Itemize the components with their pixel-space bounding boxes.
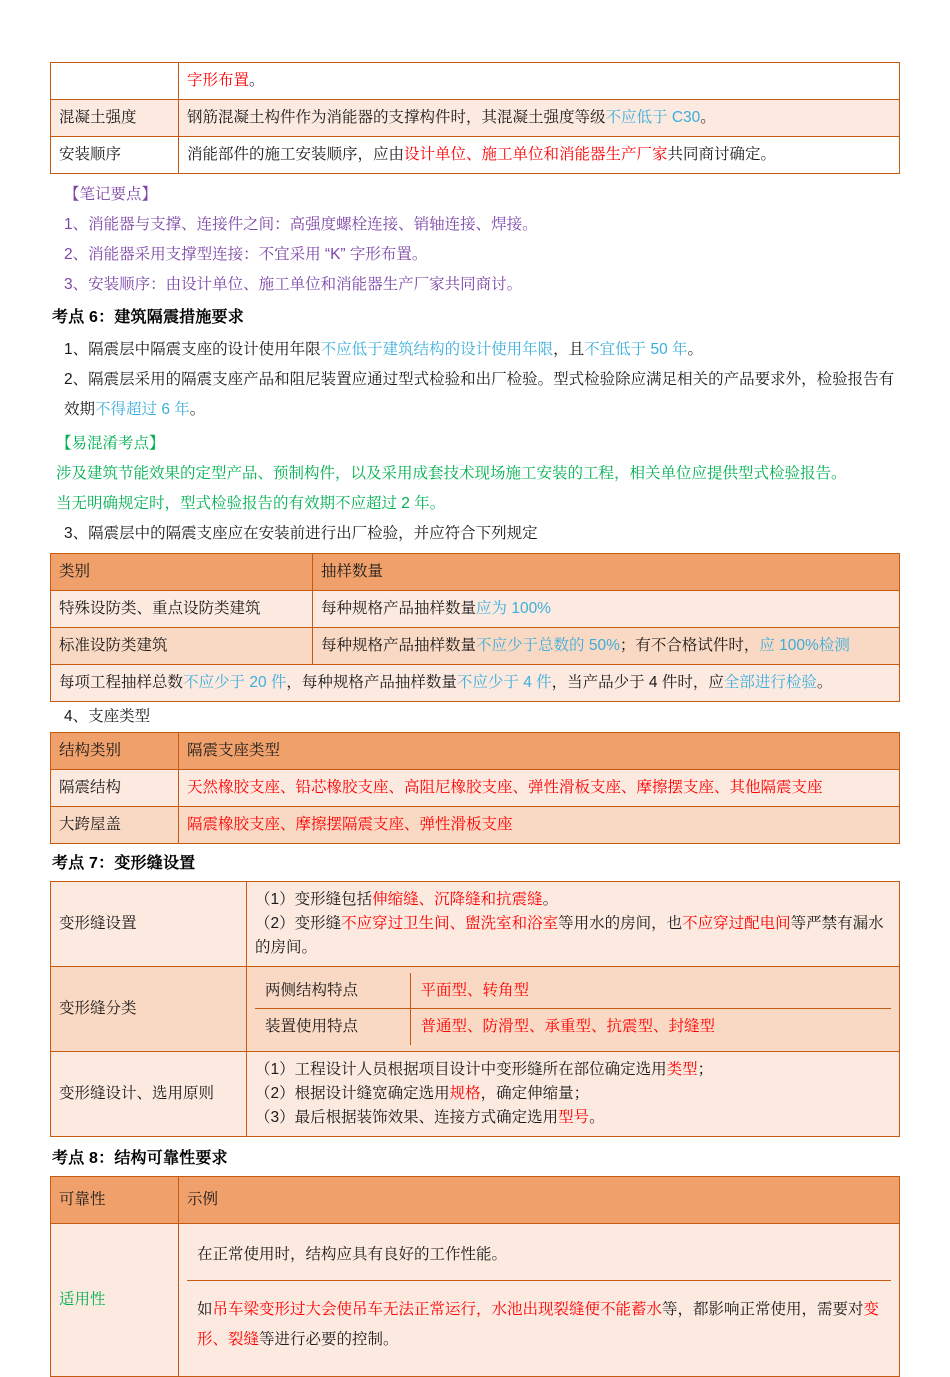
- col-header-structure: 结构类别: [51, 733, 179, 770]
- plain-text: ，且: [553, 341, 585, 359]
- plain-text: 。: [687, 341, 704, 359]
- row-label: 混凝土强度: [51, 100, 179, 137]
- row-content: [247, 882, 900, 967]
- nested-value: 平面型、转角型: [410, 973, 891, 1009]
- row-value: 隔震橡胶支座、摩擦摆隔震支座、弹性滑板支座: [179, 807, 900, 844]
- highlight-blue: 全部进行检验: [723, 674, 817, 692]
- plain-text: 等用水的房间，也: [558, 915, 683, 933]
- plain-text: （3）最后根据装饰效果、连接方式确定选用: [255, 1108, 559, 1126]
- table-body: [51, 63, 900, 174]
- plain-text: ，确定伸缩量；: [480, 1084, 590, 1102]
- confusion-line: 当无明确规定时，型式检验报告的有效期不应超过 2 年。: [56, 495, 446, 513]
- nested-key: 装置使用特点: [255, 1009, 410, 1045]
- table-body: [51, 733, 900, 844]
- footer-note: [51, 665, 900, 702]
- col-header-bearing-type: 隔震支座类型: [179, 733, 900, 770]
- highlight-red: 不应穿过卫生间、盥洗室和浴室: [341, 915, 559, 933]
- plain-text: 等进行必要的控制。: [259, 1331, 399, 1349]
- table-row: [51, 967, 900, 1052]
- kaodian6-item-1: [50, 335, 900, 365]
- table-row: [51, 63, 900, 100]
- highlight-red: 吊车梁变形过大会使吊车无法正常运行，水池出现裂缝便不能蓄水: [212, 1301, 663, 1319]
- table-row: [51, 882, 900, 967]
- row-content: [179, 100, 900, 137]
- plain-text: 。: [189, 401, 206, 419]
- row-content: [179, 63, 900, 100]
- plain-text: （1）变形缝包括: [255, 891, 373, 909]
- col-header-category: 类别: [51, 554, 313, 591]
- 结构可靠性-table: [50, 1176, 900, 1377]
- highlight-blue: 不应低于建筑结构的设计使用年限: [320, 341, 554, 359]
- table-row: [51, 1223, 900, 1376]
- kaodian6-item-2: [50, 365, 900, 425]
- highlight-red: 规格: [449, 1084, 481, 1102]
- 示例-sub-table: [187, 1230, 891, 1370]
- highlight-red: 类型: [666, 1060, 698, 1078]
- plain-text: ，当产品少于 4 件时，应: [551, 674, 724, 692]
- sub-table-row: [187, 1230, 891, 1281]
- plain-text: （1）工程设计人员根据项目设计中变形缝所在部位确定选用: [255, 1060, 667, 1078]
- table-header-row: [51, 733, 900, 770]
- example-line: [187, 1281, 891, 1370]
- col-header-example: 示例: [179, 1176, 900, 1223]
- content-line: [255, 1058, 891, 1082]
- row-quantity: [313, 628, 900, 665]
- plain-text: 如: [197, 1301, 213, 1319]
- confusion-title: 【易混淆考点】: [56, 435, 165, 453]
- plain-text: 等，都影响正常使用，需要对: [662, 1301, 864, 1319]
- highlight-blue: 应 100%检测: [759, 637, 850, 655]
- row-content: [179, 137, 900, 174]
- row-category: 隔震结构: [51, 770, 179, 807]
- confusion-line: 涉及建筑节能效果的定型产品、预制构件，以及采用成套技术现场施工安装的工程，相关单位应提供型式检验报告。: [56, 465, 847, 483]
- plain-text: 每种规格产品抽样数量: [321, 637, 477, 655]
- plain-text: 1、隔震层中隔震支座的设计使用年限: [64, 341, 321, 359]
- sub-table-body: [187, 1230, 891, 1370]
- table-header-row: [51, 554, 900, 591]
- row-quantity: [313, 591, 900, 628]
- section-heading-kaodian6: 考点 6：建筑隔震措施要求: [52, 309, 244, 327]
- plain-text: 。: [816, 674, 833, 692]
- kaodian6-item-4: 4、支座类型: [64, 708, 151, 726]
- plain-text: 共同商讨确定。: [667, 146, 777, 164]
- row-label: [51, 63, 179, 100]
- section-heading-kaodian7: 考点 7：变形缝设置: [52, 855, 196, 873]
- highlight-blue: 不应少于 20 件: [183, 674, 287, 692]
- plain-text: ；: [697, 1060, 714, 1078]
- kaodian6-item-3: 3、隔震层中的隔震支座应在安装前进行出厂检验，并应符合下列规定: [64, 525, 538, 543]
- notes-item: 3、安装顺序：由设计单位、施工单位和消能器生产厂家共同商讨。: [64, 276, 523, 294]
- highlight-blue: 不应低于 C30: [605, 109, 701, 127]
- row-label: 变形缝分类: [51, 967, 247, 1052]
- col-header-reliability: 可靠性: [51, 1176, 179, 1223]
- row-value: 天然橡胶支座、铅芯橡胶支座、高阻尼橡胶支座、弹性滑板支座、摩擦摆支座、其他隔震支座: [179, 770, 900, 807]
- content-line: [255, 1106, 891, 1130]
- row-label: 变形缝设置: [51, 882, 247, 967]
- plain-text: 。: [249, 72, 265, 89]
- 消能器安装-table: [50, 62, 900, 174]
- plain-text: 。: [700, 109, 716, 127]
- nested-table-row: [255, 1009, 891, 1045]
- highlight-red: 变形、裂缝: [197, 1301, 880, 1349]
- table-row: [51, 1051, 900, 1136]
- content-line: [255, 1082, 891, 1106]
- table-row: [51, 137, 900, 174]
- col-header-quantity: 抽样数量: [313, 554, 900, 591]
- highlight-blue: 应为 100%: [476, 600, 551, 618]
- table-header-row: [51, 1176, 900, 1223]
- table-row: [51, 807, 900, 844]
- highlight-blue: 不得超过 6 年: [95, 401, 190, 419]
- table-row: [51, 591, 900, 628]
- row-category: 特殊设防类、重点设防类建筑: [51, 591, 313, 628]
- row-category: 大跨屋盖: [51, 807, 179, 844]
- nested-table-row: [255, 973, 891, 1009]
- plain-text: 在正常使用时，结构应具有良好的工作性能。: [197, 1245, 508, 1263]
- highlight-blue: 不宜低于 50 年: [584, 341, 688, 359]
- highlight-red: 伸缩缝、沉降缝和抗震缝: [372, 891, 543, 909]
- nested-table-cell: [247, 967, 900, 1052]
- example-line: [187, 1230, 891, 1281]
- 变形缝分类-nested-table: [255, 973, 891, 1045]
- notes-item: 1、消能器与支撑、连接件之间：高强度螺栓连接、销轴连接、焊接。: [64, 216, 538, 234]
- row-label: 变形缝设计、选用原则: [51, 1051, 247, 1136]
- highlight-red: 设计单位、施工单位和消能器生产厂家: [404, 146, 668, 164]
- highlight-red: 字形布置: [187, 72, 250, 89]
- table-row: [51, 628, 900, 665]
- highlight-red: 不应穿过配电间: [682, 915, 791, 933]
- plain-text: 。: [589, 1108, 605, 1126]
- table-body: [51, 882, 900, 1137]
- row-category: 标准设防类建筑: [51, 628, 313, 665]
- plain-text: 。: [542, 891, 559, 909]
- content-line: [255, 888, 891, 912]
- plain-text: （2）根据设计缝宽确定选用: [255, 1084, 450, 1102]
- nested-table-body: [255, 973, 891, 1045]
- content-line: [255, 912, 891, 960]
- nested-key: 两侧结构特点: [255, 973, 410, 1009]
- 变形缝-table: [50, 881, 900, 1137]
- table-body: [51, 1176, 900, 1376]
- table-body: [51, 554, 900, 702]
- row-label: 安装顺序: [51, 137, 179, 174]
- row-label-applicability: 适用性: [51, 1223, 179, 1376]
- plain-text: （2）变形缝: [255, 915, 342, 933]
- sub-table-row: [187, 1281, 891, 1370]
- row-content: [247, 1051, 900, 1136]
- plain-text: 消能部件的施工安装顺序，应由: [187, 146, 405, 164]
- sub-table-cell: [179, 1223, 900, 1376]
- section-heading-kaodian8: 考点 8：结构可靠性要求: [52, 1149, 228, 1167]
- plain-text: 钢筋混凝土构件作为消能器的支撑构件时，其混凝土强度等级: [187, 109, 606, 127]
- plain-text: 每种规格产品抽样数量: [321, 600, 477, 618]
- plain-text: 每项工程抽样总数: [59, 674, 184, 692]
- plain-text: ；有不合格试件时，: [619, 637, 760, 655]
- highlight-blue: 不应少于 4 件: [456, 674, 552, 692]
- notes-title: 【笔记要点】: [64, 186, 158, 204]
- nested-value: 普通型、防滑型、承重型、抗震型、封缝型: [410, 1009, 891, 1045]
- plain-text: 2、隔震层采用的隔震支座产品和阻尼装置应通过型式检验和出厂检验。型式检验除应满足相关的产品要求外，检验报告有效期: [64, 371, 895, 419]
- plain-text: 等严禁有漏水的房间。: [255, 915, 884, 957]
- table-footer-row: [51, 665, 900, 702]
- table-row: [51, 770, 900, 807]
- 抽样数量-table: [50, 553, 900, 702]
- highlight-blue: 不应少于总数的 50%: [476, 637, 620, 655]
- highlight-red: 型号: [558, 1108, 590, 1126]
- table-row: [51, 100, 900, 137]
- 支座类型-table: [50, 732, 900, 844]
- notes-item: 2、消能器采用支撑型连接：不宜采用 “K” 字形布置。: [64, 246, 428, 264]
- plain-text: ，每种规格产品抽样数量: [286, 674, 457, 692]
